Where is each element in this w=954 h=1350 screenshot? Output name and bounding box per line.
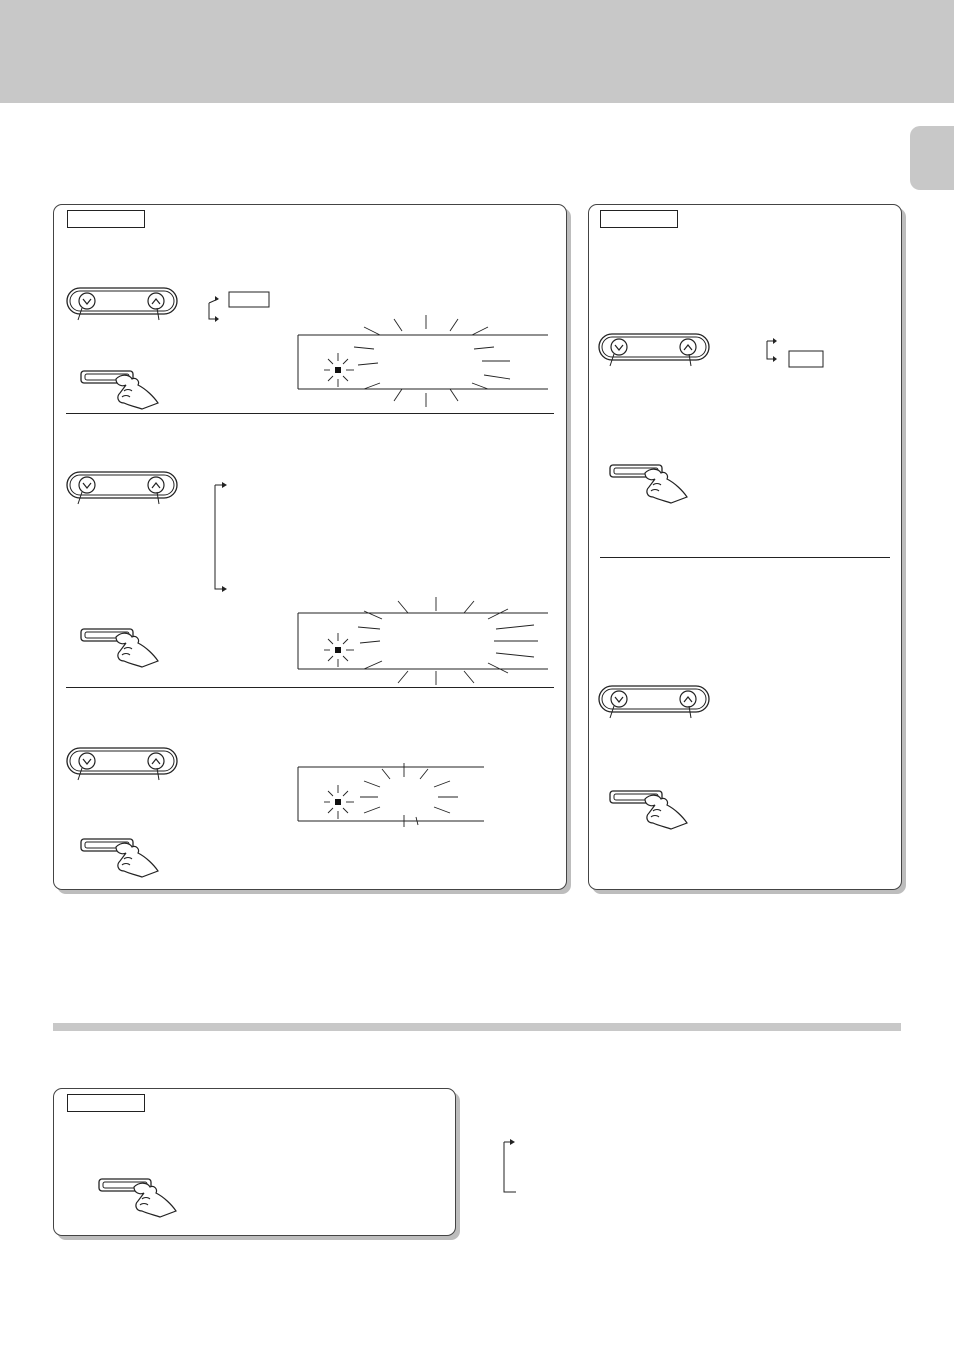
flashing-display-illustration — [298, 595, 550, 695]
flashing-display-illustration — [298, 313, 550, 413]
panel-label-box — [600, 210, 678, 228]
step-divider — [600, 557, 890, 558]
updown-keys-illustration — [66, 747, 178, 795]
press-button-illustration — [80, 625, 160, 669]
cycle-arrow-icon — [204, 291, 274, 325]
right-procedure-panel — [588, 204, 902, 890]
updown-keys-illustration — [598, 333, 710, 381]
left-procedure-panel — [53, 204, 567, 890]
updown-keys-illustration — [598, 685, 710, 733]
panel-label-box — [67, 210, 145, 228]
cycle-arrow-icon — [761, 335, 831, 371]
section-tab — [910, 126, 954, 190]
press-button-illustration — [609, 461, 689, 505]
press-button-illustration — [80, 835, 160, 879]
press-button-illustration — [80, 367, 160, 411]
cycle-arrow-icon — [210, 479, 234, 597]
flashing-display-illustration — [298, 761, 488, 831]
section-divider-bar — [53, 1023, 901, 1031]
press-button-illustration — [609, 787, 689, 831]
step-divider — [66, 413, 554, 414]
updown-keys-illustration — [66, 471, 178, 519]
updown-keys-illustration — [66, 287, 178, 335]
bottom-procedure-panel — [53, 1088, 456, 1236]
press-button-illustration — [98, 1175, 178, 1219]
cycle-arrow-icon — [498, 1136, 522, 1196]
header-band — [0, 0, 954, 103]
panel-label-box — [67, 1094, 145, 1112]
step-divider — [66, 687, 554, 688]
